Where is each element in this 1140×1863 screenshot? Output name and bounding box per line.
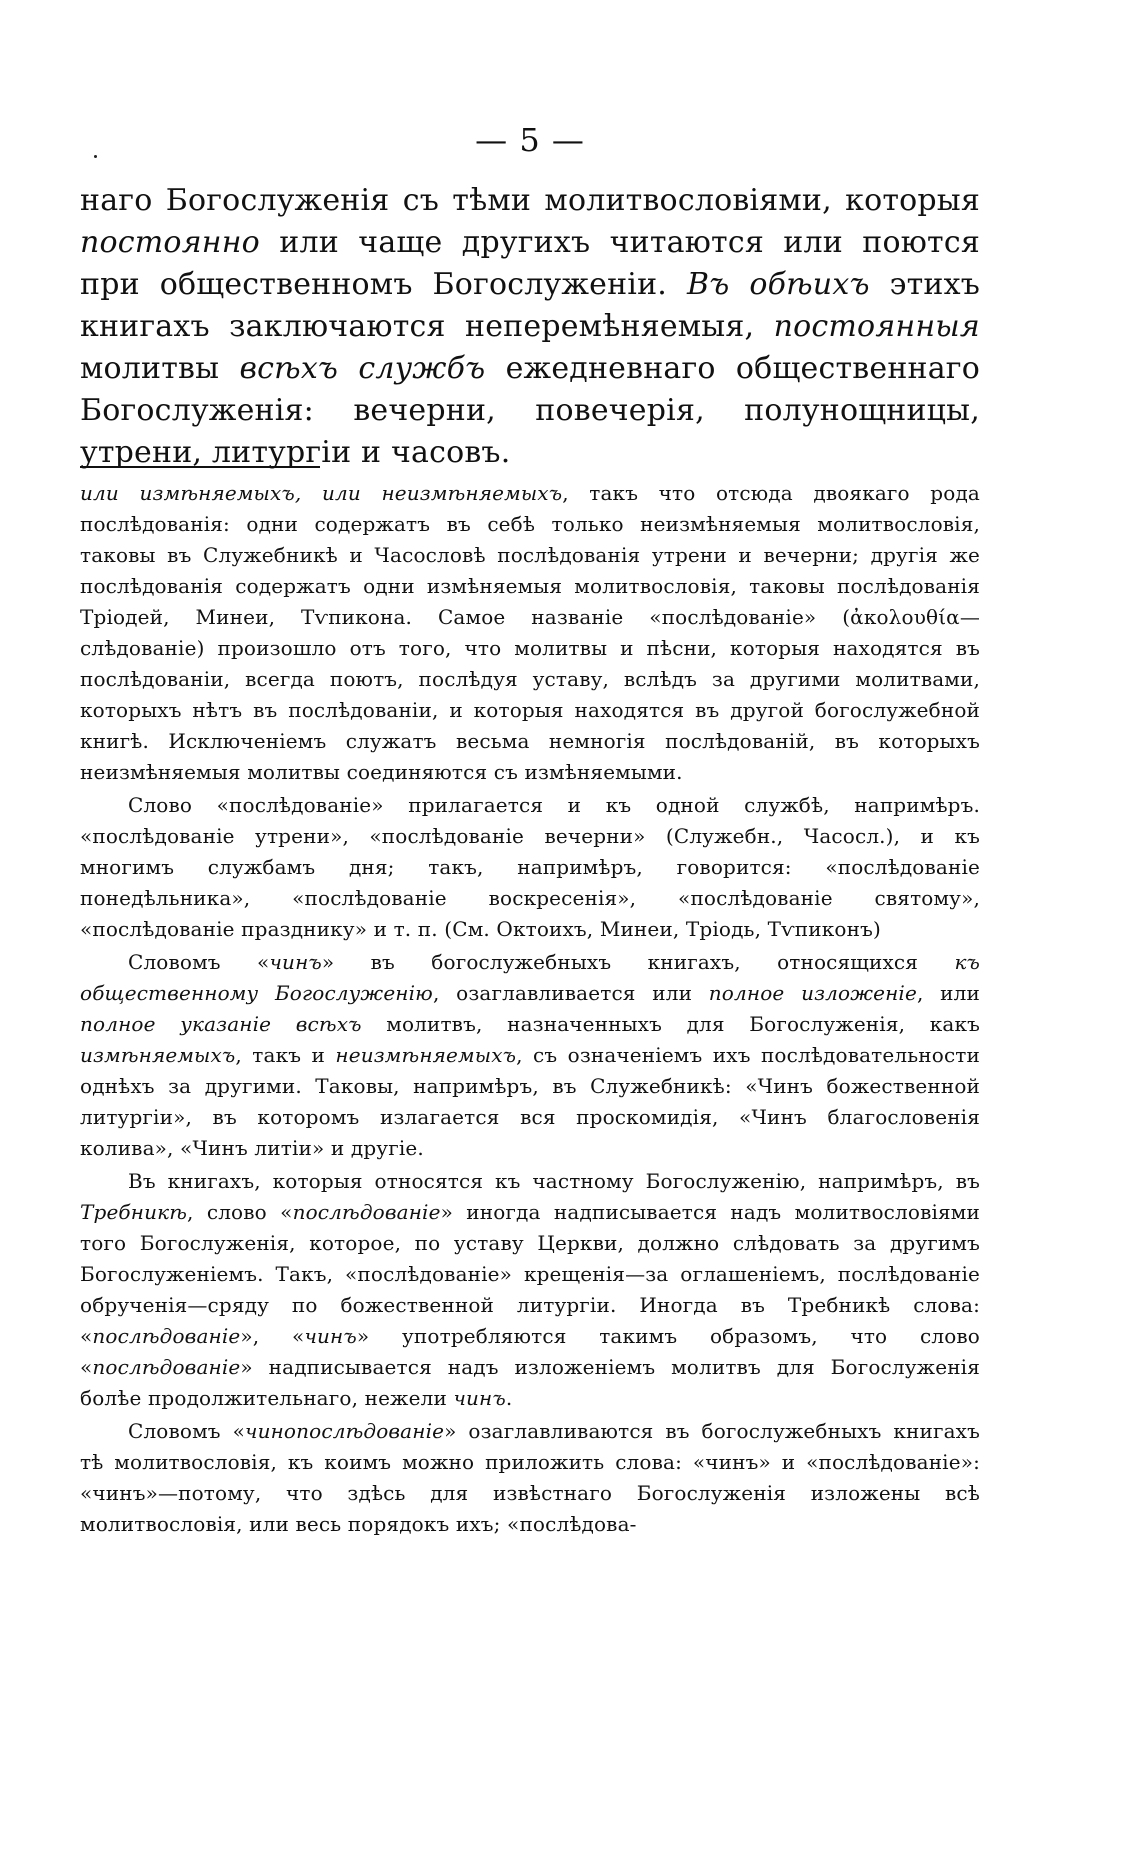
italic-text-segment: полное изложеніе bbox=[708, 981, 917, 1005]
footnote-paragraph bbox=[80, 478, 980, 788]
italic-text-segment: неизмѣняемыхъ bbox=[335, 1043, 517, 1067]
page-number: — 5 — bbox=[475, 121, 585, 159]
text-segment: Словомъ « bbox=[128, 1419, 245, 1443]
main-paragraph-text bbox=[80, 180, 980, 474]
italic-text-segment: послѣдованіе bbox=[92, 1324, 241, 1348]
text-segment: » надписывается надъ изложеніемъ молитвъ для Богослуженія болѣе продолжительнаго, нежели bbox=[80, 1355, 980, 1410]
text-segment: наго Богослуженія съ тѣми молитвословіями, которыя bbox=[80, 183, 980, 218]
italic-text-segment: постоянныя bbox=[773, 309, 980, 344]
italic-text-segment: чинъ bbox=[269, 950, 322, 974]
italic-text-segment: измѣняемыхъ bbox=[80, 1043, 236, 1067]
footnote-paragraph bbox=[80, 1166, 980, 1414]
italic-text-segment: всѣхъ службъ bbox=[239, 351, 486, 386]
italic-text-segment: Требникѣ bbox=[80, 1200, 188, 1224]
italic-text-segment: чинъ bbox=[453, 1386, 506, 1410]
italic-text-segment: послѣдованіе bbox=[92, 1355, 241, 1379]
footnote-block bbox=[80, 478, 980, 1540]
italic-text-segment: къ общественному Богослуженію bbox=[80, 950, 981, 1005]
footnote-paragraph bbox=[80, 947, 980, 1164]
text-segment: Въ книгахъ, которыя относятся къ частному Богослуженію, напримѣръ, въ bbox=[128, 1169, 980, 1193]
text-segment: , такъ что отсюда двоякаго рода послѣдованія: одни содержатъ въ себѣ только неизмѣняемыя молитвословія, таковы въ Служебникѣ и Часословѣ послѣдованія утрени и вечерни; другія же послѣдованія содержатъ одни измѣняемыя молитвословія, таковы послѣдованія Тріодей, Минеи, Тѵпикона. Самое названіе «послѣдованіе» (ἀκολουθία—слѣдованіе) произошло отъ того, что молитвы и пѣсни, которыя находятся въ послѣдованіи, всегда поютъ, послѣдуя уставу, вслѣдъ за другими молитвами, которыхъ нѣтъ въ послѣдованіи, и которыя находятся въ другой богослужебной книгѣ. Исключеніемъ служатъ весьма немногія послѣдованій, въ которыхъ неизмѣняемыя молитвы соединяются съ измѣняемыми. bbox=[80, 481, 980, 784]
italic-text-segment: Въ обѣихъ bbox=[686, 267, 870, 302]
text-segment: » употребляются такимъ образомъ, что слово « bbox=[80, 1324, 980, 1379]
italic-text-segment: полное указаніе всѣхъ bbox=[80, 1012, 362, 1036]
text-segment: Слово «послѣдованіе» прилагается и къ одной службѣ, напримѣръ. «послѣдованіе утрени», «послѣдованіе вечерни» (Служебн., Часосл.), и къ многимъ службамъ дня; такъ, напримѣръ, говорится: «послѣдованіе понедѣльника», «послѣдованіе воскресенія», «послѣдованіе святому», «послѣдованіе празднику» и т. п. (См. Октоихъ, Минеи, Тріодь, Тѵпиконъ) bbox=[80, 793, 980, 941]
italic-text-segment: чинопослѣдованіе bbox=[244, 1419, 445, 1443]
main-paragraph bbox=[80, 180, 980, 474]
text-segment: , или bbox=[916, 981, 980, 1005]
text-segment: или чаще другихъ читаются или поются при общественномъ Богослуженіи. bbox=[80, 225, 980, 302]
footnote-paragraph bbox=[80, 1416, 980, 1540]
text-segment: , слово « bbox=[187, 1200, 293, 1224]
text-segment: этихъ книгахъ заключаются неперемѣняемыя, bbox=[80, 267, 980, 344]
text-segment: , съ означеніемъ ихъ послѣдовательности однѣхъ за другими. Таковы, напримѣръ, въ Служебникѣ: «Чинъ божественной литургіи», въ которомъ излагается вся проскомидія, «Чинъ благословенія колива», «Чинъ литіи» и другіе. bbox=[80, 1043, 980, 1160]
text-segment: » озаглавливаются въ богослужебныхъ книгахъ тѣ молитвословія, къ коимъ можно приложить слова: «чинъ» и «послѣдованіе»: «чинъ»—потому, что здѣсь для извѣстнаго Богослуженія изложены всѣ молитвословія, или весь порядокъ ихъ; «послѣдова- bbox=[80, 1419, 980, 1536]
text-segment: , такъ и bbox=[235, 1043, 336, 1067]
text-segment: ежедневнаго общественнаго Богослуженія: вечерни, повечерія, полунощницы, утрени, литургіи и часовъ. bbox=[80, 351, 980, 470]
italic-text-segment: послѣдованіе bbox=[292, 1200, 441, 1224]
text-segment: », « bbox=[240, 1324, 305, 1348]
text-segment: » иногда надписывается надъ молитвословіями того Богослуженія, которое, по уставу Церкви, должно слѣдовать за другимъ Богослуженіемъ. Такъ, «послѣдованіе» крещенія—за оглашеніемъ, послѣдованіе обрученія—сряду по божественной литургіи. Иногда въ Требникѣ слова: « bbox=[80, 1200, 980, 1348]
footnote-divider bbox=[80, 466, 320, 468]
text-segment: молитвы bbox=[80, 351, 240, 386]
text-segment: , озаглавливается или bbox=[432, 981, 709, 1005]
italic-text-segment: или измѣняемыхъ, или неизмѣняемыхъ bbox=[80, 481, 563, 505]
text-segment: молитвъ, назначенныхъ для Богослуженія, какъ bbox=[361, 1012, 980, 1036]
text-segment: . bbox=[505, 1386, 513, 1410]
italic-text-segment: постоянно bbox=[80, 225, 260, 260]
italic-text-segment: чинъ bbox=[304, 1324, 357, 1348]
text-segment: Словомъ « bbox=[128, 950, 270, 974]
text-segment: » въ богослужебныхъ книгахъ, относящихся bbox=[321, 950, 955, 974]
footnote-paragraph bbox=[80, 790, 980, 945]
